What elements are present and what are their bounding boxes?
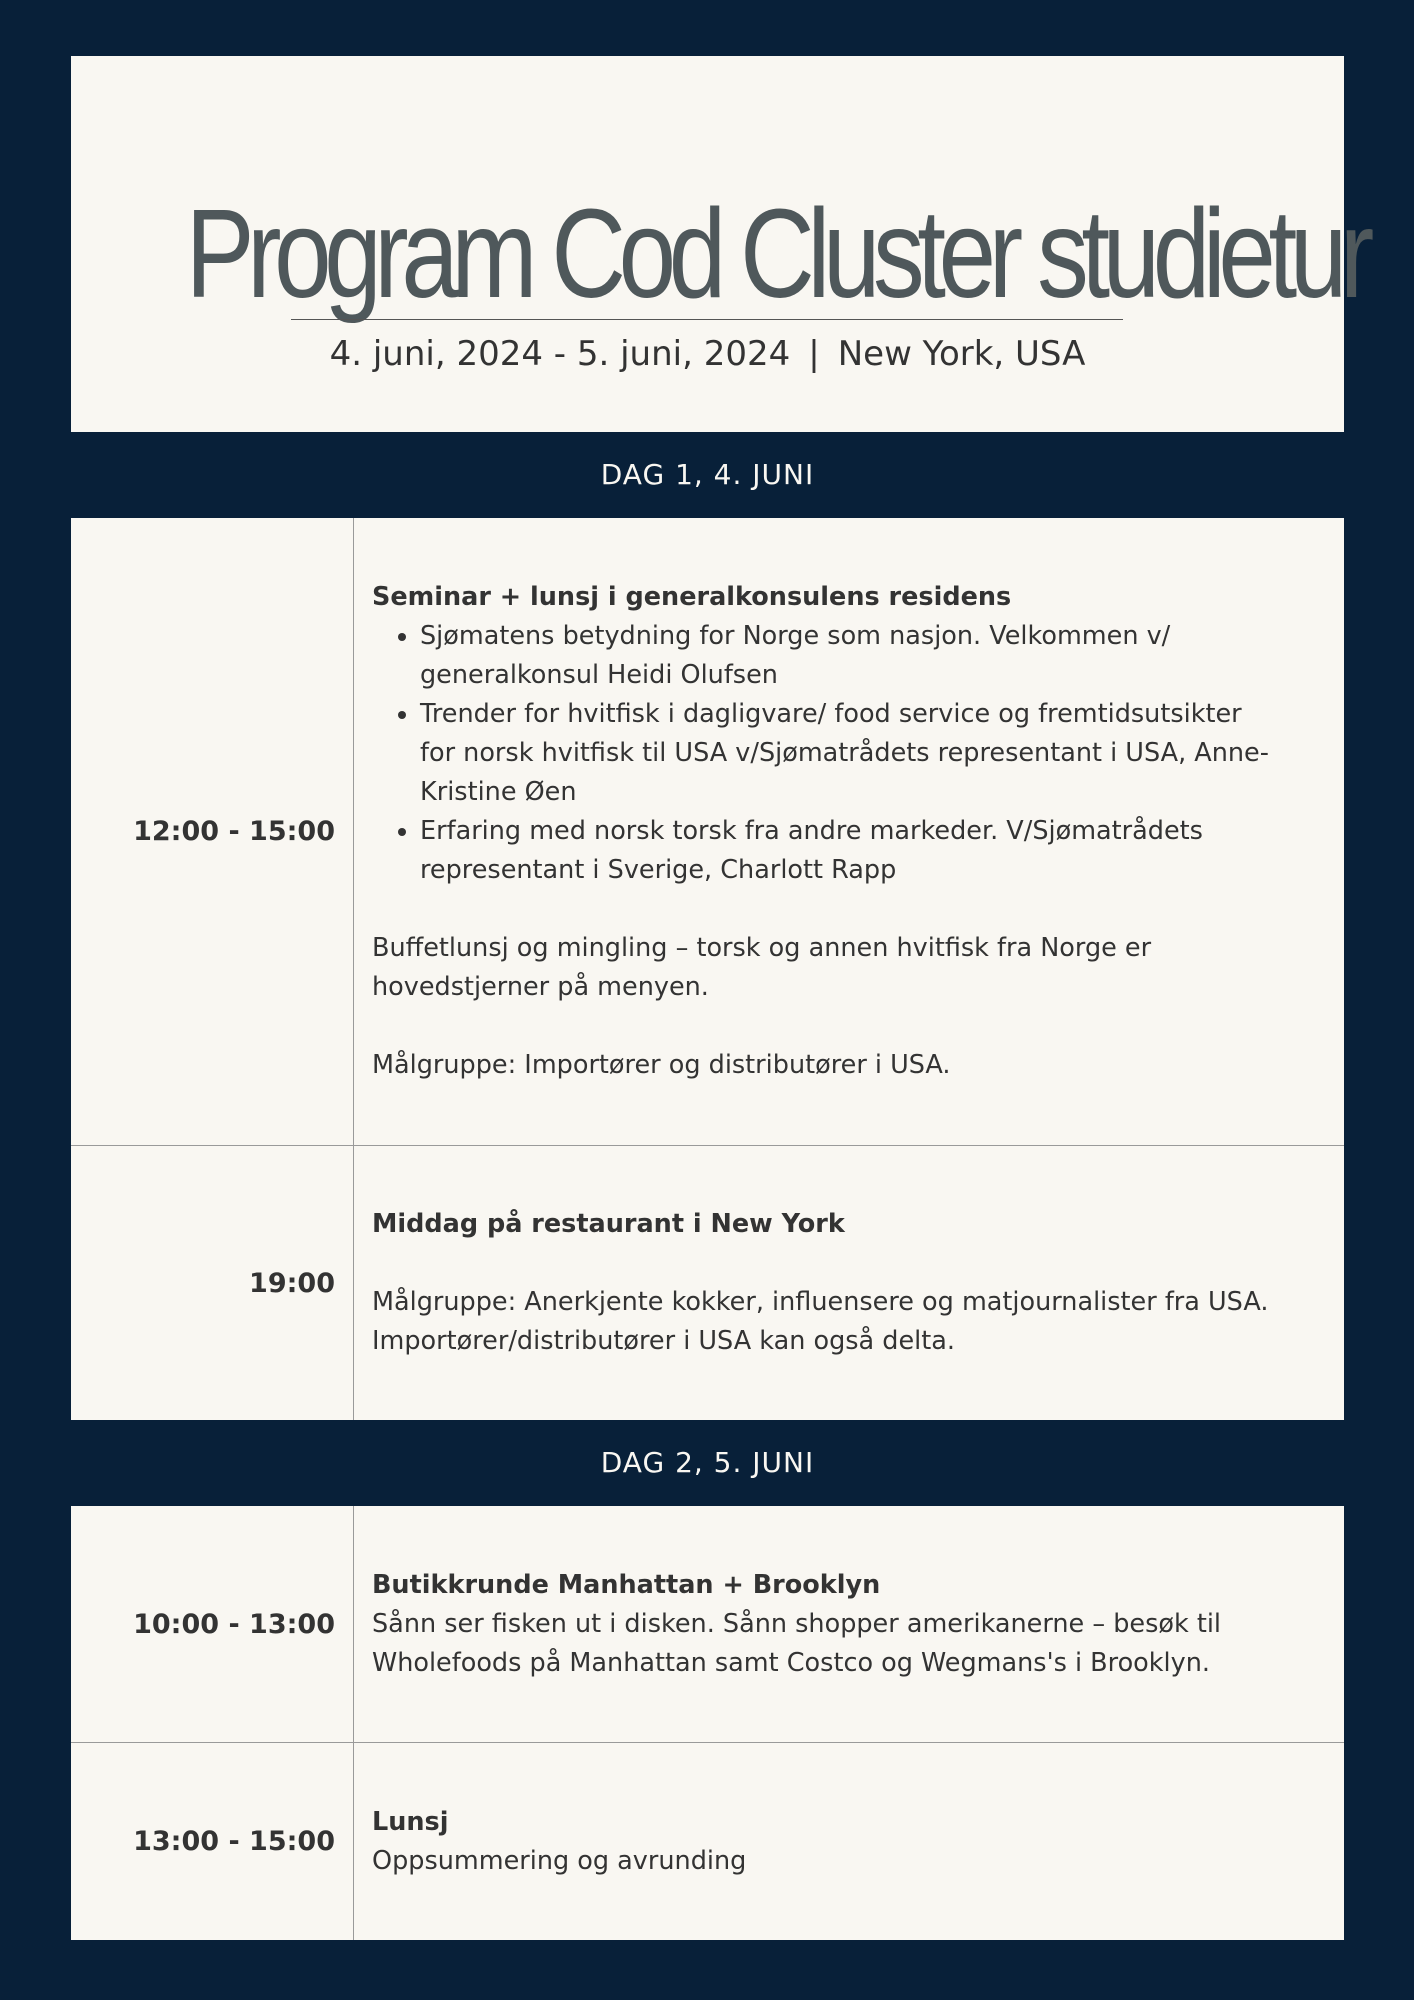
event-time: 19:00 bbox=[71, 1146, 354, 1420]
list-item: • Trender for hvitfisk i dagligvare/ food service og fremtidsutsikter for norsk hvitfisk til USA v/Sjømatrådets representant i USA, Anne-Kristine Øen bbox=[420, 695, 1274, 812]
location: New York, USA bbox=[837, 334, 1086, 374]
event-details bbox=[354, 518, 1344, 1145]
event-audience: Målgruppe: Anerkjente kokker, influensere og matjournalister fra USA. Importører/distributører i USA kan også delta. bbox=[372, 1287, 1269, 1356]
spacer bbox=[372, 1007, 1274, 1046]
event-title: Lunsj bbox=[372, 1806, 449, 1837]
event-time: 12:00 - 15:00 bbox=[71, 518, 354, 1145]
event-time: 10:00 - 13:00 bbox=[71, 1506, 354, 1742]
day-2-heading: DAG 2, 5. JUNI bbox=[600, 1446, 815, 1479]
schedule-row bbox=[71, 1742, 1344, 1940]
event-description: Oppsummering og avrunding bbox=[372, 1845, 747, 1876]
event-agenda-list bbox=[372, 617, 1274, 890]
event-audience: Målgruppe: Importører og distributører i USA. bbox=[372, 1050, 951, 1080]
header-section bbox=[71, 56, 1367, 432]
spacer bbox=[372, 890, 1274, 929]
schedule-row bbox=[71, 518, 1344, 1145]
day-1-heading: DAG 1, 4. JUNI bbox=[600, 458, 815, 491]
schedule-row bbox=[71, 1145, 1344, 1420]
event-description: Sånn ser fisken ut i disken. Sånn shopper amerikanerne – besøk til Wholefoods på Manhattan samt Costco og Wegmans's i Brooklyn. bbox=[372, 1608, 1222, 1678]
spacer bbox=[372, 1244, 1274, 1283]
title-divider bbox=[291, 319, 1123, 320]
event-title: Seminar + lunsj i generalkonsulens residens bbox=[372, 582, 1012, 612]
subtitle bbox=[71, 334, 1344, 374]
list-item: • Erfaring med norsk torsk fra andre markeder. V/Sjømatrådets representant i Sverige, Charlott Rapp bbox=[420, 812, 1274, 890]
subtitle-separator: | bbox=[808, 334, 820, 374]
event-title: Middag på restaurant i New York bbox=[372, 1209, 845, 1239]
day-2-schedule bbox=[71, 1506, 1344, 1940]
page-title: Program Cod Cluster studietur bbox=[185, 183, 1367, 324]
program-document bbox=[71, 56, 1367, 1940]
event-description: Buffetlunsj og mingling – torsk og annen hvitfisk fra Norge er hovedstjerner på menyen. bbox=[372, 933, 1152, 1002]
event-details bbox=[354, 1146, 1344, 1420]
schedule-row bbox=[71, 1506, 1344, 1742]
event-time: 13:00 - 15:00 bbox=[71, 1743, 354, 1940]
list-item: • Sjømatens betydning for Norge som nasjon. Velkommen v/ generalkonsul Heidi Olufsen bbox=[420, 617, 1274, 695]
day-1-schedule bbox=[71, 518, 1344, 1420]
event-details bbox=[354, 1743, 1344, 1940]
date-range: 4. juni, 2024 - 5. juni, 2024 bbox=[329, 334, 791, 374]
event-details bbox=[354, 1506, 1344, 1742]
event-title: Butikkrunde Manhattan + Brooklyn bbox=[372, 1569, 881, 1600]
